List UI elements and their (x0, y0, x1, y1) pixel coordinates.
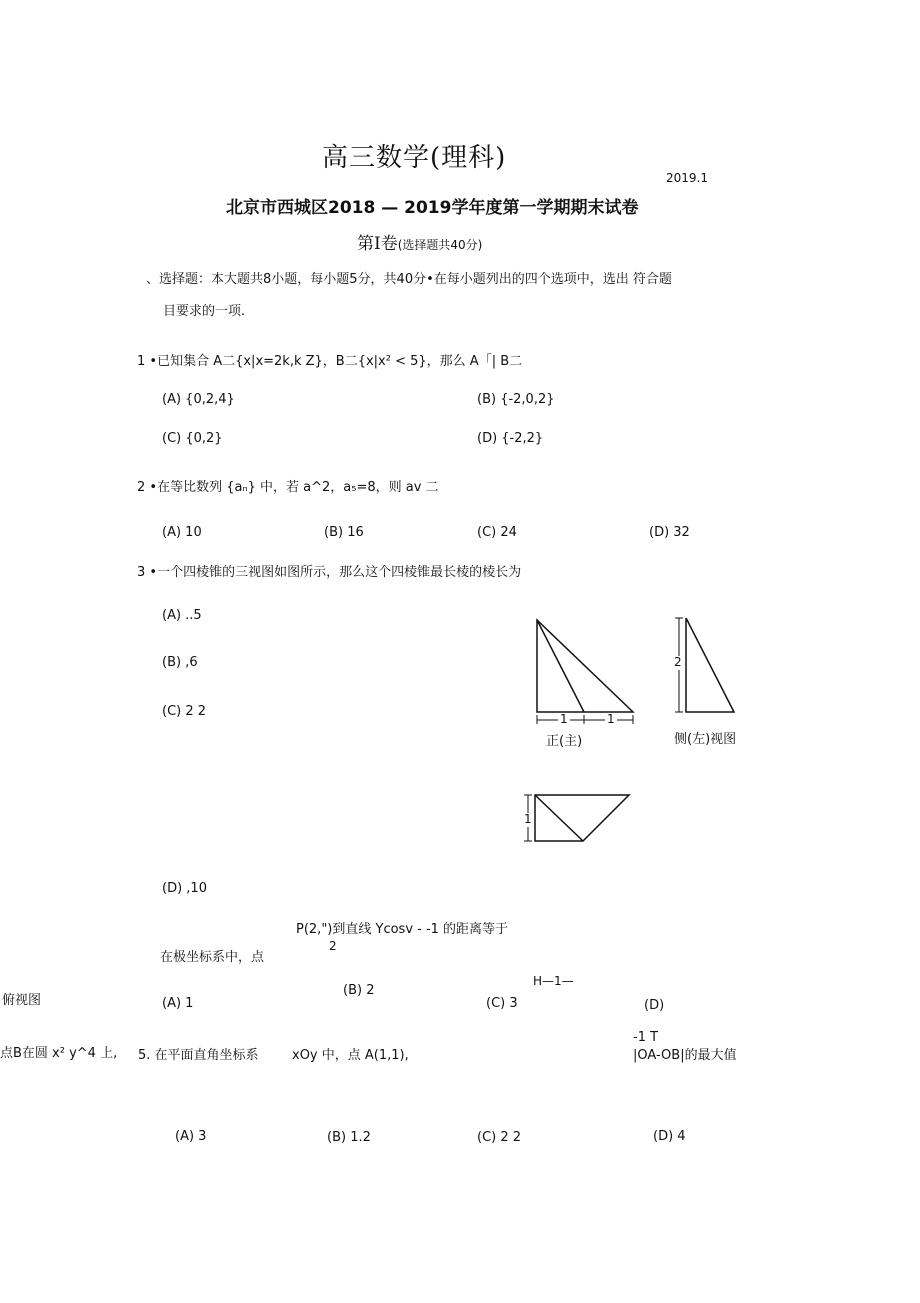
top-view-label: 俯视图 (2, 993, 42, 1008)
q3-option-a: (A) ..5 (162, 608, 202, 623)
side-dim: 2 (674, 655, 682, 669)
q1-option-d: (D) {-2,2} (477, 431, 544, 446)
top-dim: 1 (524, 812, 532, 826)
q2-stem: 2 •在等比数列 {aₙ} 中，若 a^2，a₅=8，则 av 二 (137, 480, 439, 495)
front-dim-2: 1 (607, 712, 615, 726)
exam-subtitle: 北京市西城区2018 — 2019学年度第一学期期末试卷 (226, 198, 639, 218)
q4-option-a: (A) 1 (162, 996, 194, 1011)
q1-option-a: (A) {0,2,4} (162, 392, 235, 407)
instructions-line-1: 、选择题：本大题共8小题，每小题5分，共40分•在每小题列出的四个选项中，选出 符合题 (146, 272, 672, 287)
q2-option-c: (C) 24 (477, 525, 517, 540)
front-dim-1: 1 (560, 712, 568, 726)
q1-stem: 1 •已知集合 A二{x|x=2k,k Z}，B二{x|x² < 5}，那么 A「| B二 (137, 354, 523, 369)
exam-date: 2019.1 (666, 171, 708, 185)
q2-option-a: (A) 10 (162, 525, 202, 540)
front-view-label: 正(主) (546, 734, 583, 749)
q5-left-condition: 点B在圆 x² y^4 上, (0, 1046, 118, 1061)
q4-option-c: (C) 3 (486, 996, 518, 1011)
q3-option-d: (D) ,10 (162, 881, 207, 896)
section-main: 第I卷 (357, 234, 398, 254)
front-view-figure (530, 612, 640, 727)
q4-option-d: (D) (644, 998, 665, 1013)
q5-vector-mark: -1 T (633, 1030, 659, 1045)
q4-expression-sub: 2 (329, 939, 337, 953)
q4-stem: 在极坐标系中，点 (160, 950, 265, 965)
q5-option-c: (C) 2 2 (477, 1130, 522, 1145)
q5-option-d: (D) 4 (653, 1129, 686, 1144)
q5-stem: 5. 在平面直角坐标系 (138, 1048, 259, 1063)
q4-extra: H—1— (533, 974, 574, 988)
q1-option-c: (C) {0,2} (162, 431, 223, 446)
q4-option-b: (B) 2 (343, 983, 375, 998)
section-note: (选择题共40分) (397, 238, 483, 252)
q3-option-c: (C) 2 2 (162, 704, 207, 719)
q4-expression: P(2,")到直线 Ycosv - -1 的距离等于 (296, 922, 509, 937)
q3-option-b: (B) ,6 (162, 655, 198, 670)
q5-option-a: (A) 3 (175, 1129, 207, 1144)
q2-option-b: (B) 16 (324, 525, 364, 540)
page-title: 高三数学(理科) (322, 143, 507, 173)
q5-point: xOy 中，点 A(1,1), (292, 1048, 409, 1063)
q5-target: |OA-OB|的最大值 (633, 1048, 737, 1063)
side-view-label: 侧(左)视图 (674, 732, 737, 747)
section-heading (357, 235, 482, 255)
q5-option-b: (B) 1.2 (327, 1130, 371, 1145)
q2-option-d: (D) 32 (649, 525, 690, 540)
q3-stem: 3 •一个四棱锥的三视图如图所示，那么这个四棱锥最长棱的棱长为 (137, 565, 522, 580)
q1-option-b: (B) {-2,0,2} (477, 392, 555, 407)
instructions-line-2: 目要求的一项. (163, 304, 246, 319)
top-view-figure (520, 790, 635, 846)
